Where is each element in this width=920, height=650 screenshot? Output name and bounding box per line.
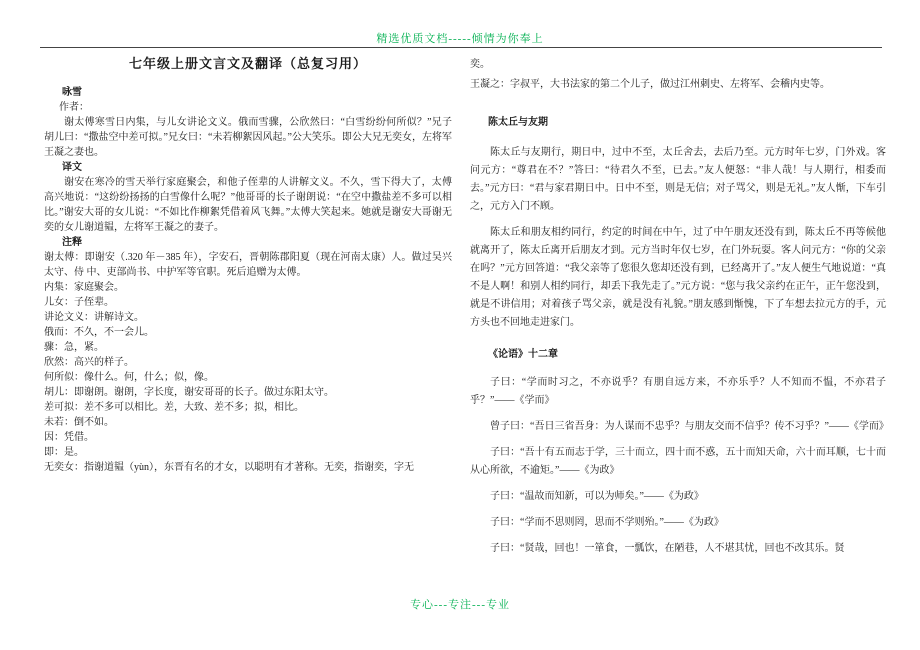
note-item: 胡儿：即谢朗。谢朗，字长度，谢安哥哥的长子。做过东阳太守。 — [44, 387, 334, 398]
right-column — [470, 56, 889, 566]
paragraph: 谢太傅寒雪日内集，与儿女讲论文义。俄而雪骤，公欣然曰：“白雪纷纷何所似？”兄子胡儿曰：“撒盐空中差可拟。”兄女曰：“未若柳絮因风起。”公大笑乐。即公大兄无奕女，左将军王凝之妻也。 — [44, 117, 452, 158]
paragraph: 子曰：“学而时习之，不亦说乎？有朋自远方来，不亦乐乎？人不知而不愠，不亦君子乎？”——《学而》 — [470, 377, 886, 406]
paragraph: 曾子曰：“吾日三省吾身：为人谋而不忠乎？与朋友交而不信乎？传不习乎？”——《学而》 — [490, 421, 889, 432]
note-item: 儿女：子侄辈。 — [44, 297, 114, 308]
note-item: 讲论文义：讲解诗文。 — [44, 312, 144, 323]
note-item: 未若：倒不如。 — [44, 417, 114, 428]
note-item: 无奕女：指谢道韫（yùn），东晋有名的才女，以聪明有才著称。无奕，指谢奕，字无 — [44, 462, 414, 473]
paragraph: 子曰：“学而不思则罔，思而不学则殆。”——《为政》 — [490, 517, 724, 528]
heading-zhushi: 注释 — [62, 237, 82, 248]
footer-note: 专心---专注---专业 — [410, 599, 510, 611]
heading-lunyu: 《论语》十二章 — [488, 349, 558, 360]
heading-yiwen: 译文 — [62, 162, 82, 173]
note-item: 何所似：像什么。何，什么；似，像。 — [44, 372, 214, 383]
paragraph: 陈太丘与友期行，期日中，过中不至，太丘舍去，去后乃至。元方时年七岁，门外戏。客问元方：“尊君在不？”答曰：“待君久不至，已去。”友人便怒：“非人哉！与人期行，相委而去。”元方曰：“君与家君期日中。日中不至，则是无信；对子骂父，则是无礼。”友人惭，下车引之，元方入门不顾。 — [470, 147, 886, 212]
author-label: 作者： — [59, 102, 89, 113]
continuation-text: 奕。 — [470, 59, 490, 70]
note-item: 差可拟：差不多可以相比。差，大致、差不多；拟，相比。 — [44, 402, 304, 413]
page-title: 七年级上册文言文及翻译（总复习用） — [128, 56, 367, 71]
heading-yongxue: 咏雪 — [62, 87, 82, 98]
paragraph: 子曰：“贤哉，回也！一箪食，一瓢饮，在陋巷，人不堪其忧，回也不改其乐。贤 — [490, 543, 845, 554]
header-note: 精选优质文档-----倾情为你奉上 — [376, 33, 544, 45]
paragraph: 子曰：“吾十有五而志于学，三十而立，四十而不惑，五十而知天命，六十而耳顺，七十而从心所欲，不逾矩。”——《为政》 — [470, 447, 886, 476]
heading-chentaiqiu: 陈太丘与友期 — [488, 117, 548, 128]
note-item: 内集：家庭聚会。 — [44, 282, 124, 293]
paragraph: 陈太丘和朋友相约同行，约定的时间在中午，过了中午朋友还没有到，陈太丘不再等候他就离开了，陈太丘离开后朋友才到。元方当时年仅七岁，在门外玩耍。客人问元方：“你的父亲在吗？”元方回答道：“我父亲等了您很久您却还没有到，已经离开了。”友人便生气地说道：“真不是人啊！和别人相约同行，却丢下我先走了。”元方说：“您与我父亲约在正午，正午您没到，就是不讲信用；对着孩子骂父亲，就是没有礼貌。”朋友感到惭愧，下了车想去拉元方的手，元方头也不回地走进家门。 — [470, 227, 886, 328]
note-item: 因：凭借。 — [44, 432, 94, 443]
note-item: 即：是。 — [44, 447, 84, 458]
paragraph: 子曰：“温故而知新，可以为师矣。”——《为政》 — [490, 491, 704, 502]
note-item: 骤：急，紧。 — [44, 342, 104, 353]
note-item: 俄而：不久，不一会儿。 — [44, 327, 154, 338]
note-item: 欣然：高兴的样子。 — [44, 357, 134, 368]
header-divider — [40, 47, 882, 48]
left-column — [44, 56, 452, 475]
paragraph: 谢安在寒冷的雪天举行家庭聚会，和他子侄辈的人讲解文义。不久，雪下得大了，太傅高兴地说：“这纷纷扬扬的白雪像什么呢？”他哥哥的长子谢朗说：“在空中撒盐差不多可以相比。”谢安大哥的女儿说：“不如比作柳絮凭借着风飞舞。”太傅大笑起来。她就是谢安大哥谢无奕的女儿谢道韫，左将军王凝之的妻子。 — [44, 177, 452, 233]
note-item: 王凝之：字叔平，大书法家的第二个儿子，做过江州刺史、左将军、会稽内史等。 — [470, 79, 830, 90]
note-item: 谢太傅：即谢安（.320 年－385 年），字安石，晋朝陈郡阳夏（现在河南太康）人。做过吴兴太守、侍 中、吏部尚书、中护军等官职。死后追赠为太傅。 — [44, 252, 452, 278]
